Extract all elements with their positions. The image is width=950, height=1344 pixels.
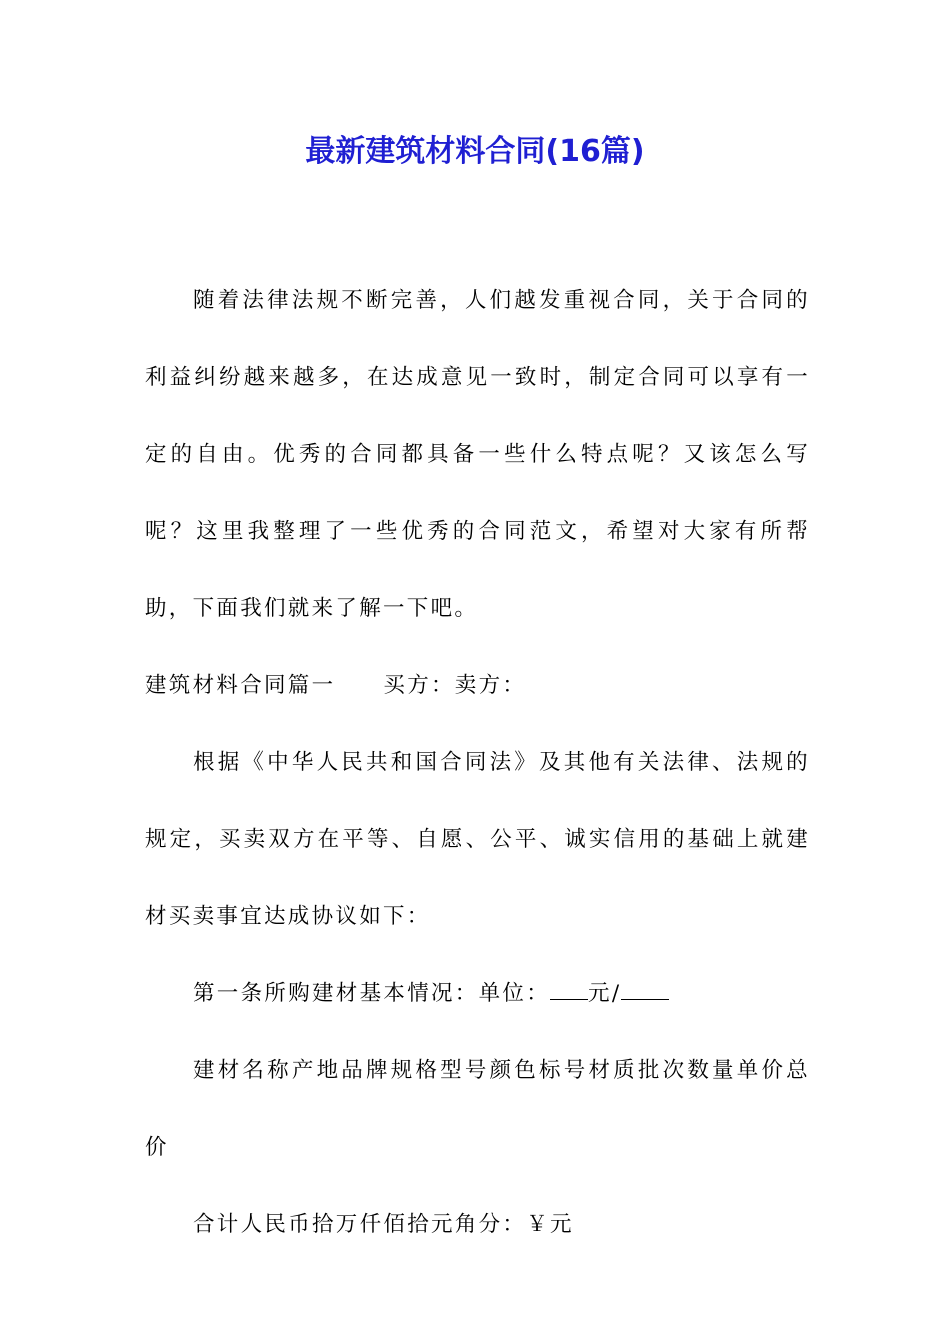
basis-paragraph: 根据《中华人民共和国合同法》及其他有关法律、法规的规定，买卖双方在平等、自愿、公平、诚实信用的基础上就建材买卖事宜达成协议如下： — [145, 750, 810, 929]
unit-blank — [621, 980, 669, 1000]
table-headers: 建材名称产地品牌规格型号颜色标号材质批次数量单价总价 — [145, 1058, 810, 1160]
article-1 — [145, 955, 810, 1032]
section-heading: 建筑材料合同篇一 — [145, 673, 336, 698]
total-line: 合计人民币拾万仟佰拾元角分：￥元 — [193, 1212, 574, 1237]
parties-line: 买方：卖方： — [383, 673, 527, 698]
article-1-mid: 元/ — [588, 981, 622, 1006]
section-heading-line — [145, 647, 810, 724]
intro-paragraph: 随着法律法规不断完善，人们越发重视合同，关于合同的利益纠纷越来越多，在达成意见一致时，制定合同可以享有一定的自由。优秀的合同都具备一些什么特点呢？又该怎么写呢？这里我整理了一些优秀的合同范文，希望对大家有所帮助，下面我们就来了解一下吧。 — [145, 288, 810, 621]
unit-price-blank — [550, 980, 588, 1000]
article-1-prefix: 第一条所购建材基本情况：单位： — [193, 981, 551, 1006]
document-body — [145, 262, 810, 1263]
document-title: 最新建筑材料合同(16篇) — [305, 134, 645, 169]
